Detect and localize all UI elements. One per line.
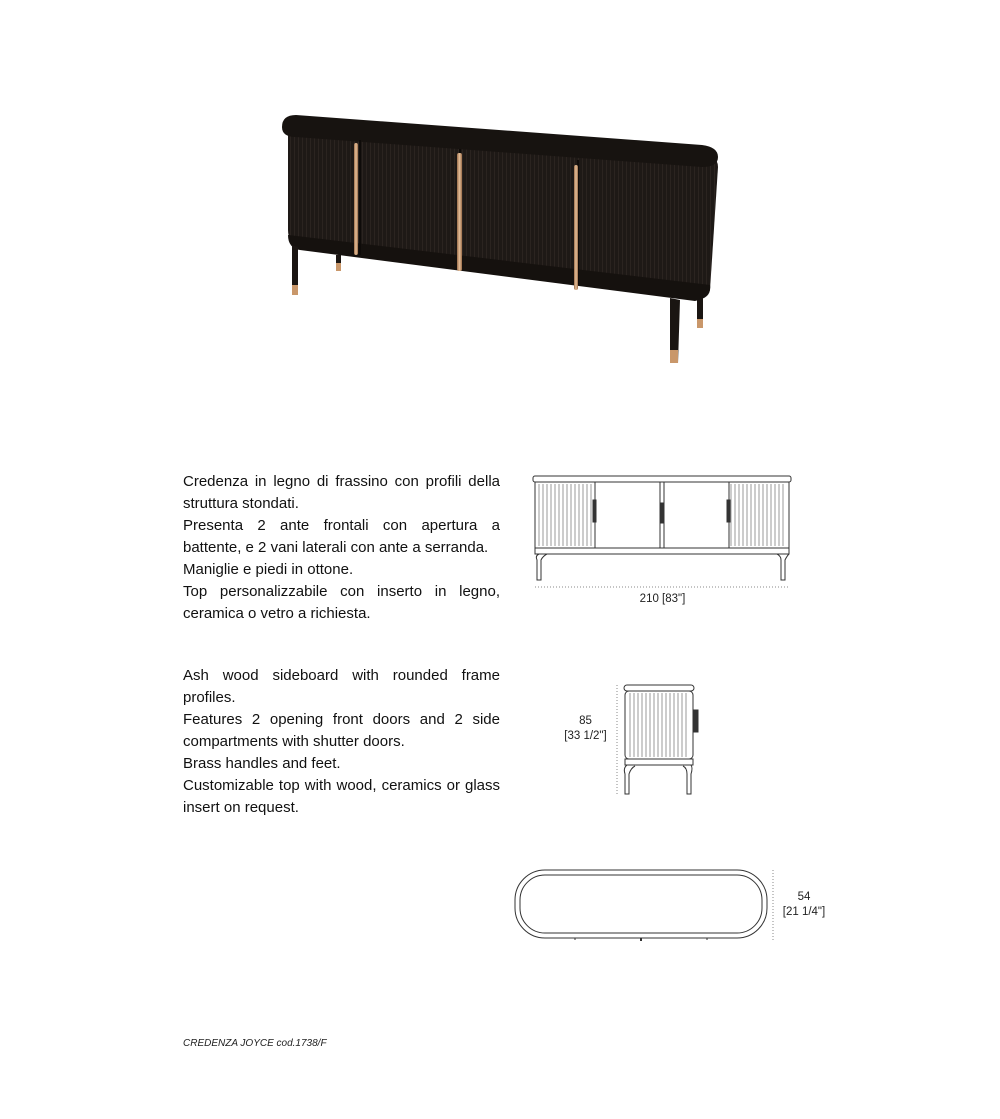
depth-inches: [21 1/4"]: [782, 906, 826, 918]
description-en-line-4: Customizable top with wood, ceramics or glass insert on request.: [183, 777, 500, 816]
depth-dimension: [778, 890, 830, 920]
depth-cm: 54: [797, 891, 811, 903]
height-inches: [33 1/2"]: [564, 730, 607, 742]
height-dimension: [558, 714, 613, 744]
description-it-line-4: Top personalizzabile con inserto in legno, ceramica o vetro a richiesta.: [183, 583, 500, 622]
width-dimension: 210 [83"]: [639, 593, 686, 605]
sideboard-render: [270, 105, 730, 370]
description-english: [183, 665, 500, 819]
description-it-line-1: Credenza in legno di frassino con profili della struttura stondati.: [183, 473, 500, 512]
product-code-footer: CREDENZA JOYCE cod.1738/F: [183, 1038, 327, 1049]
description-it-line-2: Presenta 2 ante frontali con apertura a battente, e 2 vani laterali con ante a serranda.: [183, 517, 500, 556]
description-it-line-3: Maniglie e piedi in ottone.: [183, 561, 354, 578]
height-cm: 85: [579, 715, 592, 727]
description-en-line-2: Features 2 opening front doors and 2 side compartments with shutter doors.: [183, 711, 500, 750]
description-en-line-1: Ash wood sideboard with rounded frame profiles.: [183, 667, 500, 706]
description-italian: [183, 471, 500, 625]
description-en-line-3: Brass handles and feet.: [183, 755, 341, 772]
product-image: [270, 105, 730, 370]
